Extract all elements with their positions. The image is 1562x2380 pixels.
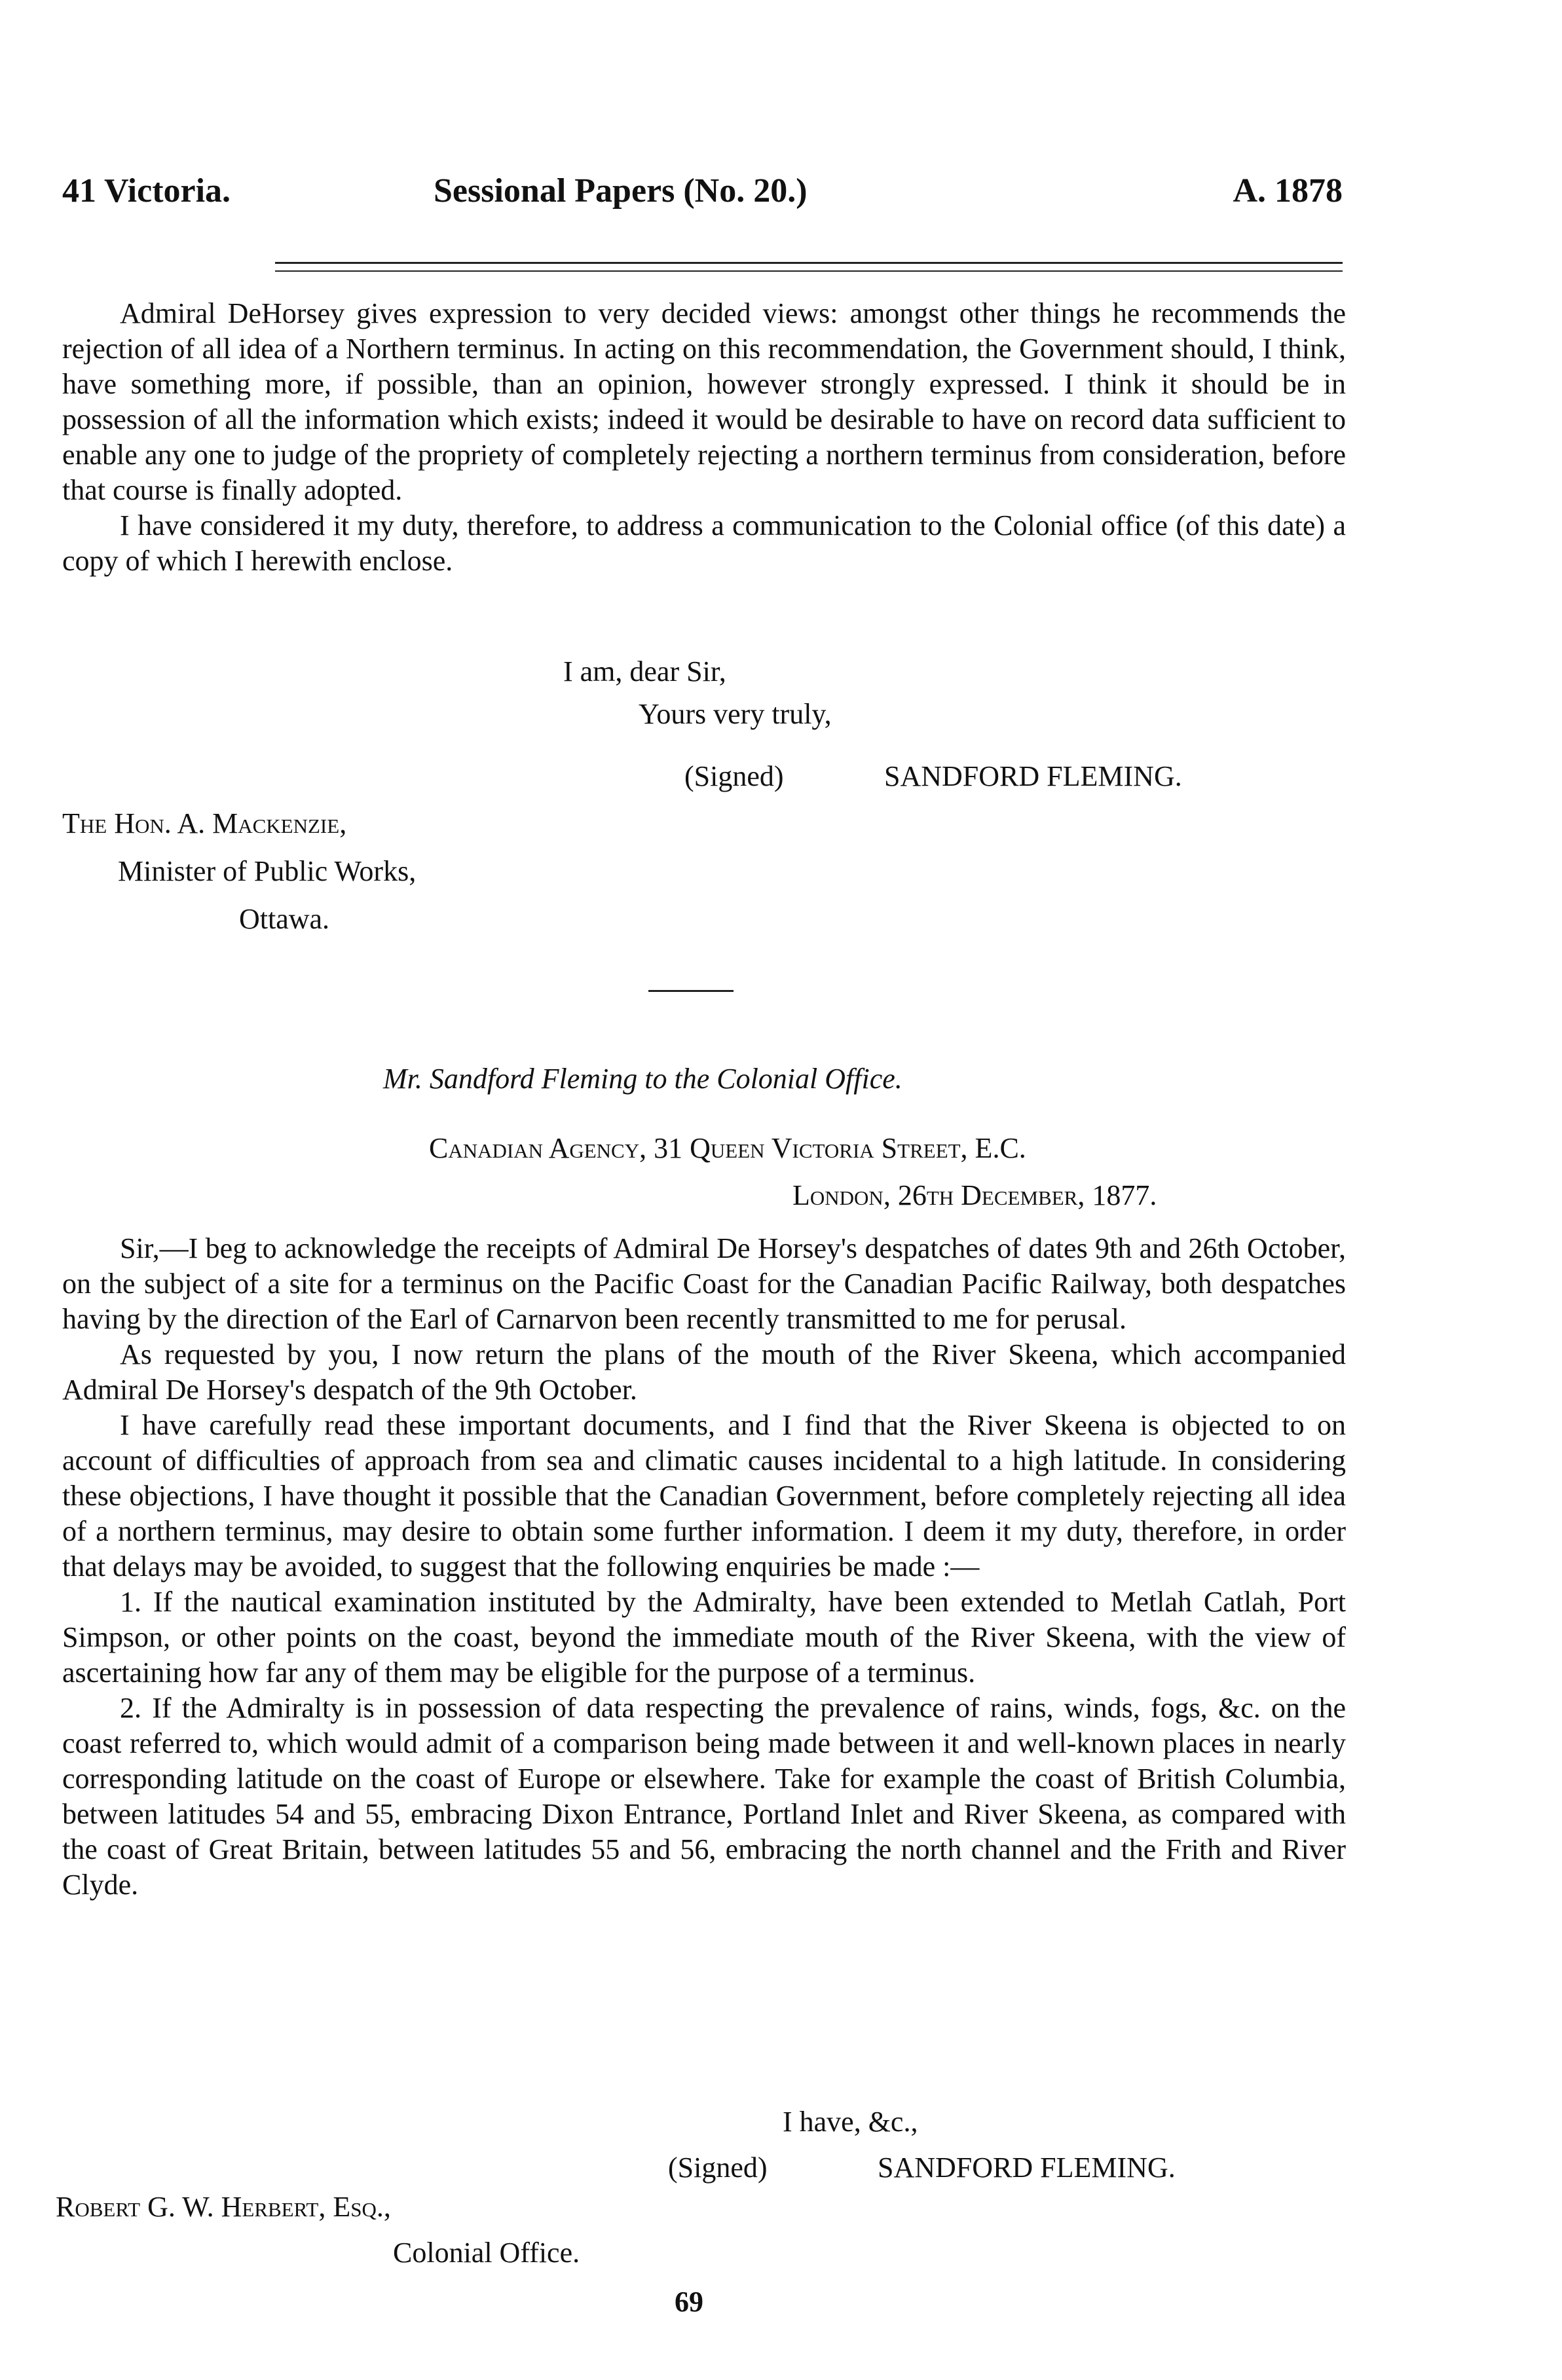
letter2-place-date [792,1179,1157,1212]
letter1-signature: SANDFORD FLEMING. [884,760,1182,792]
letter1-paragraph: Admiral DeHorsey gives expression to very decided views: amongst other things he recommends the rejection of all idea of a Northern terminus. In acting on this recommendation, the Government should, I think, have something more, if possible, than an opinion, however strongly expressed. I think it should be in possession of all the information which exists; indeed it would be desirable to have on record data sufficient to enable any one to judge of the propriety of completely rejecting a northern terminus from consideration, before that course is finally adopted. [62,297,1346,506]
letter2-place-date-text: London, 26th December, 1877. [792,1179,1157,1211]
letter2-title: Mr. Sandford Fleming to the Colonial Office. [383,1063,902,1095]
letter1-body [62,296,1346,579]
letter2-paragraph: I have carefully read these important documents, and I find that the River Skeena is objected to on account of difficulties of approach from sea and climatic causes incidental to a high latitude. In considering these objections, I have thought it possible that the Canadian Government, before completely rejecting all idea of a northern terminus, may desire to obtain some further information. I deem it my duty, therefore, in order that delays may be avoided, to suggest that the following enquiries be made :— [62,1409,1346,1583]
letter2-paragraph: Sir,—I beg to acknowledge the receipts of Admiral De Horsey's despatches of dates 9th and 26th October, on the subject of a site for a terminus on the Pacific Coast for the Canadian Pacific Railway, both despatches having by the direction of the Earl of Carnarvon been recently transmitted to me for perusal. [62,1232,1346,1335]
page-number: 69 [675,2286,703,2318]
header-title: Sessional Papers (No. 20.) [434,172,808,210]
letter2-sender-address: Canadian Agency, 31 Queen Victoria Street, E.C. [429,1132,1026,1164]
letter2-body [62,1231,1346,1903]
letter1-closing-2: Yours very truly, [639,698,832,730]
letter1-paragraph: I have considered it my duty, therefore, to address a communication to the Colonial office (of this date) a copy of which I herewith enclose. [62,509,1346,577]
letter2-address-name: Robert G. W. Herbert, Esq., [56,2191,391,2223]
section-divider [648,990,734,992]
letter2-enquiry: 1. If the nautical examination instituted by the Admiralty, have been extended to Metlah Catlah, Port Simpson, or other points on the coast, beyond the immediate mouth of the River Skeena, with the view of ascertaining how far any of them may be eligible for the purpose of a terminus. [62,1586,1346,1689]
letter1-address-name: The Hon. A. Mackenzie, [62,807,347,839]
letter2-paragraph: As requested by you, I now return the plans of the mouth of the River Skeena, which accompanied Admiral De Horsey's despatch of the 9th October. [62,1338,1346,1406]
header-rule [275,262,1343,272]
letter2-address-office: Colonial Office. [393,2237,580,2269]
letter1-address-title: Minister of Public Works, [118,855,417,887]
letter2-signed-label: (Signed) [668,2151,768,2184]
letter2-closing: I have, &c., [783,2106,918,2138]
letter1-closing-1: I am, dear Sir, [563,655,726,687]
header-year: A. 1878 [1233,172,1343,210]
letter1-signed-label: (Signed) [684,760,784,792]
letter2-enquiry: 2. If the Admiralty is in possession of data respecting the prevalence of rains, winds, fogs, &c. on the coast referred to, which would admit of a comparison being made between it and well-known places in nearly corresponding latitude on the coast of Europe or elsewhere. Take for example the coast of British Columbia, between latitudes 54 and 55, embracing Dixon Entrance, Portland Inlet and River Skeena, as compared with the coast of Great Britain, between latitudes 55 and 56, embracing the north channel and the Frith and River Clyde. [62,1692,1346,1901]
letter2-signature: SANDFORD FLEMING. [878,2151,1176,2184]
letter1-address-city: Ottawa. [239,903,330,935]
header-volume: 41 Victoria. [62,172,231,210]
page-header [62,172,1343,224]
